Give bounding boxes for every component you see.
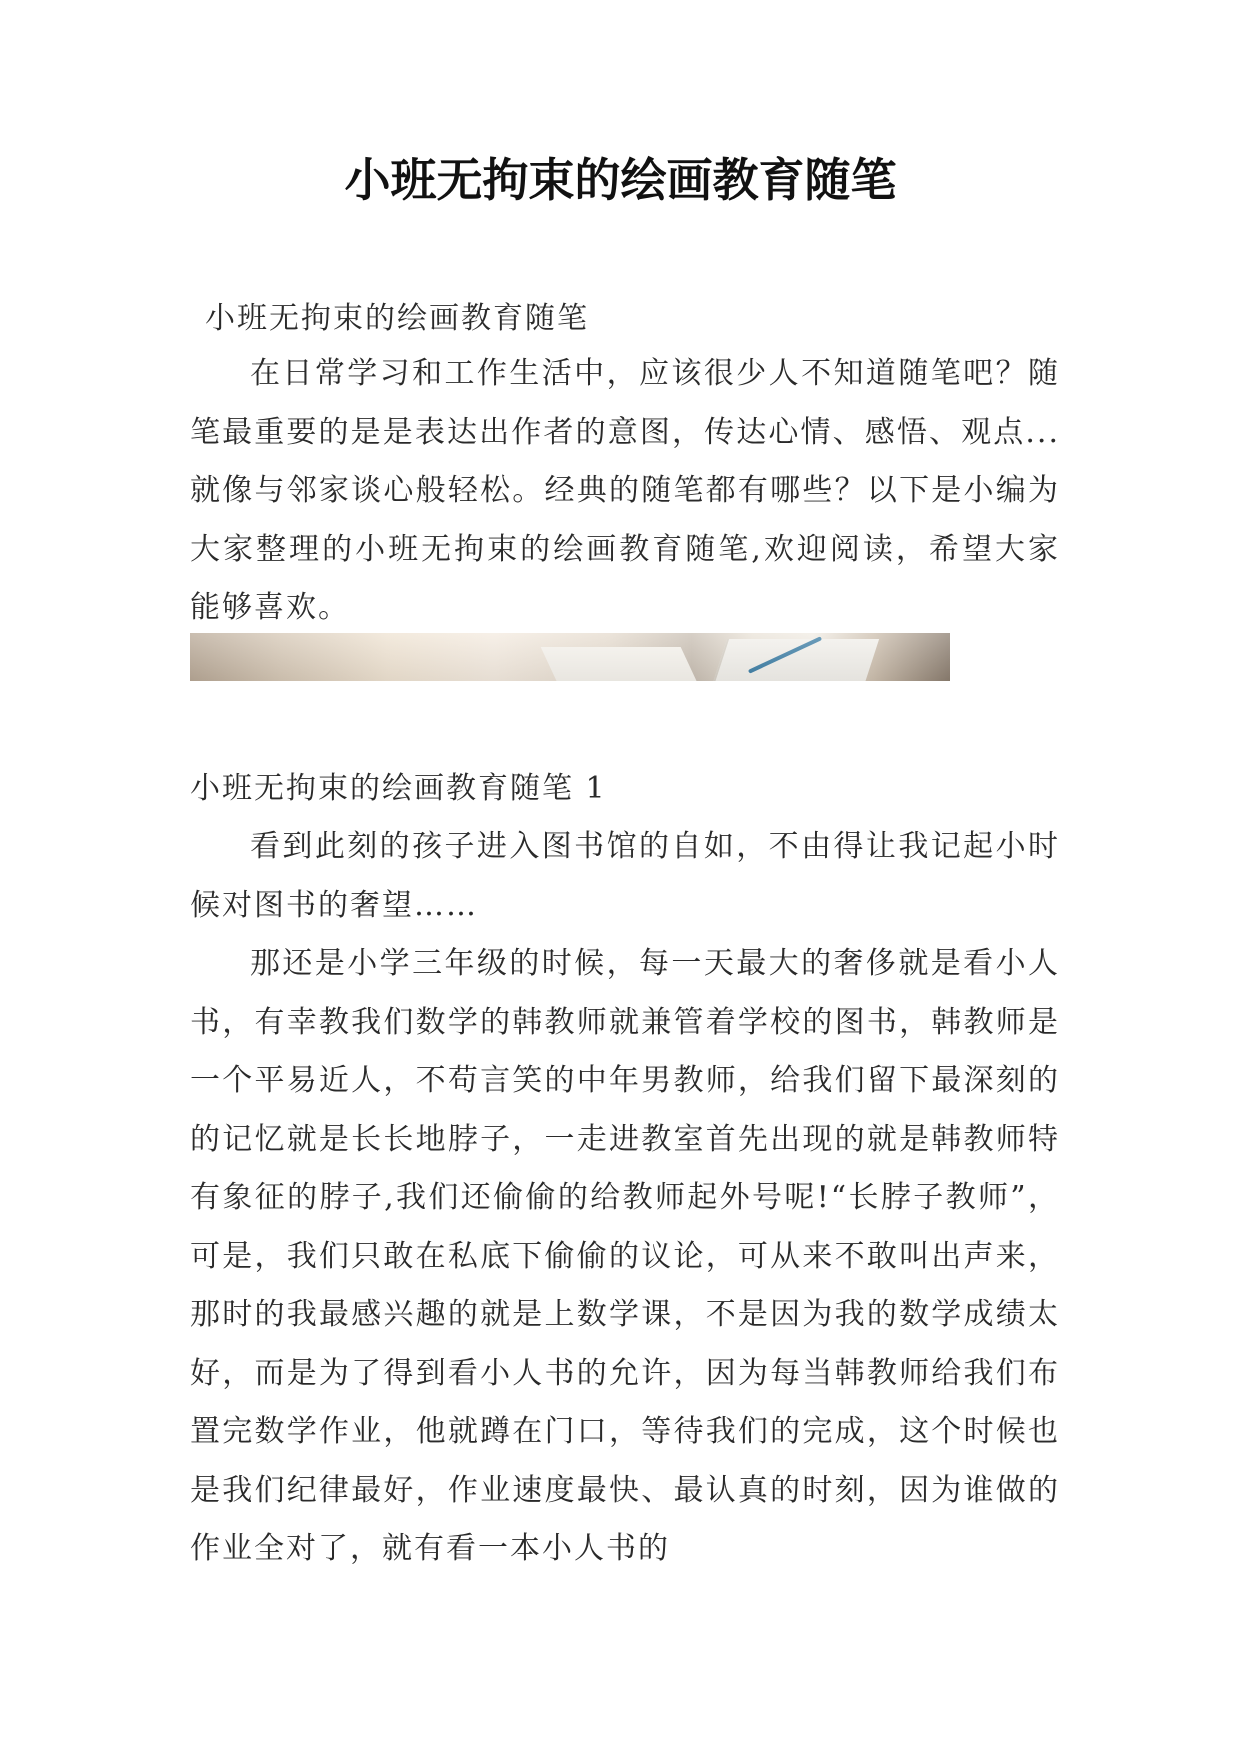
intro-block — [190, 345, 1060, 638]
section-body — [190, 818, 1060, 1579]
page-title: 小班无拘束的绘画教育随笔 — [344, 153, 897, 207]
subtitle: 小班无拘束的绘画教育随笔 — [205, 301, 589, 336]
section-paragraph-2: 那还是小学三年级的时候，每一天最大的奢侈就是看小人书，有幸教我们数学的韩教师就兼管着学校的图书，韩教师是一个平易近人，不苟言笑的中年男教师，给我们留下最深刻的的记忆就是长长地脖子，一走进教室首先出现的就是韩教师特有象征的脖子,我们还偷偷的给教师起外号呢!“长脖子教师”，可是，我们只敢在私底下偷偷的议论，可从来不敢叫出声来，那时的我最感兴趣的就是上数学课，不是因为我的数学成绩太好，而是为了得到看小人书的允许，因为每当韩教师给我们布置完数学作业，他就蹲在门口，等待我们的完成，这个时候也是我们纪律最好，作业速度最快、最认真的时刻，因为谁做的作业全对了，就有看一本小人书的 — [190, 946, 1060, 1566]
intro-paragraph: 在日常学习和工作生活中，应该很少人不知道随笔吧？随笔最重要的是是表达出作者的意图，传达心情、感悟、观点...就像与邻家谈心般轻松。经典的随笔都有哪些？以下是小编为大家整理的小班无拘束的绘画教育随笔,欢迎阅读，希望大家能够喜欢。 — [190, 356, 1060, 625]
section-paragraph-1: 看到此刻的孩子进入图书馆的自如，不由得让我记起小时候对图书的奢望…… — [190, 829, 1060, 923]
banner-image — [190, 633, 950, 681]
section-heading: 小班无拘束的绘画教育随笔 1 — [190, 771, 607, 806]
image-shade — [190, 633, 950, 681]
